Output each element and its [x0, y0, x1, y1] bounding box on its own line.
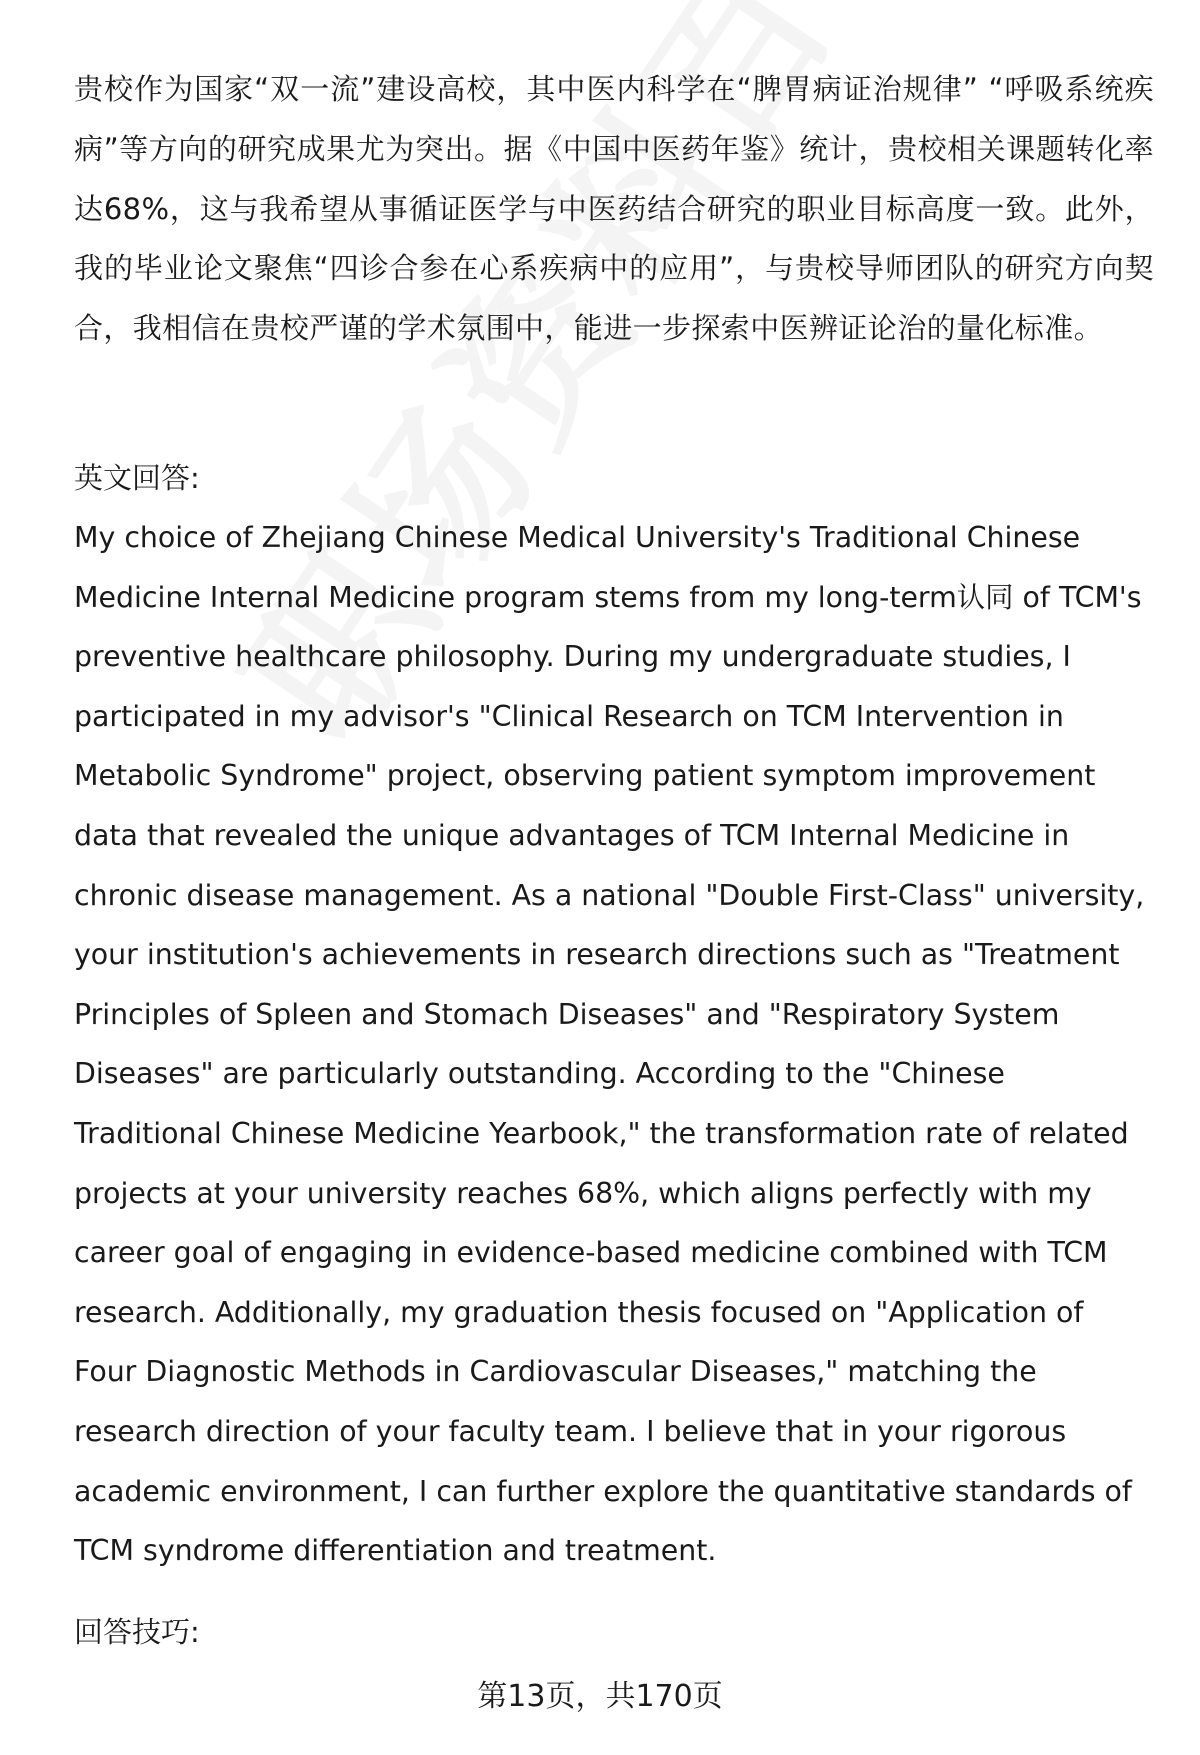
chinese-paragraph: 贵校作为国家“双一流”建设高校，其中医内科学在“脾胃病证治规律” “呼吸系统疾病”等方向的研究成果尤为突出。据《中国中医药年鉴》统计，贵校相关课题转化率达68%，这与我希望从事循证医学与中医药结合研究的职业目标高度一致。此外，我的毕业论文聚焦“四诊合参在心系疾病中的应用”，与贵校导师团队的研究方向契合，我相信在贵校严谨的学术氛围中，能进一步探索中医辨证论治的量化标准。 — [74, 72, 1154, 346]
answer-tips-label: 回答技巧: — [74, 1615, 200, 1649]
english-answer-label: 英文回答: — [74, 461, 200, 495]
page-footer: 第13页，共170页 — [477, 1679, 723, 1714]
english-paragraph: My choice of Zhejiang Chinese Medical University's Traditional Chinese Medicine Internal Medicine program stems from my long-term认同 of TCM's preventive healthcare philosophy. During my undergraduate studies, I participated in my advisor's "Clinical Research on TCM Intervention in Metabolic Syndrome" project, observing patient symptom improvement data that revealed the unique advantages of TCM Internal Medicine in chronic disease management. As a national "Double First-Class" university, your institution's achievements in research directions such as "Treatment Principles of Spleen and Stomach Diseases" and "Respiratory System Diseases" are particularly outstanding. According to the "Chinese Traditional Chinese Medicine Yearbook," the transformation rate of related projects at your university reaches 68%, which aligns perfectly with my career goal of engaging in evidence-based medicine combined with TCM research. Additionally, my graduation thesis focused on "Application of Four Diagnostic Methods in Cardiovascular Diseases," matching the research direction of your faculty team. I believe that in your rigorous academic environment, I can further explore the quantitative standards of TCM syndrome differentiation and treatment. — [74, 521, 1145, 1568]
